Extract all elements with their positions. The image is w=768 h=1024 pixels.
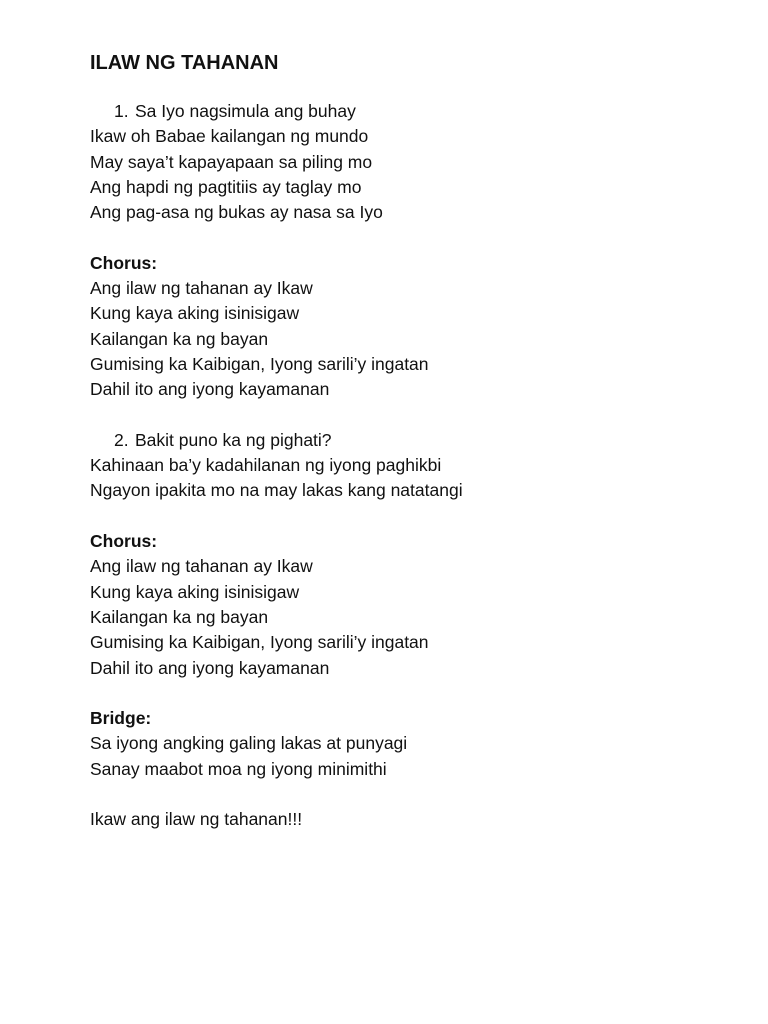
verse-1-line: Ang hapdi ng pagtitiis ay taglay mo [90,176,362,197]
verse-1-line: May saya’t kapayapaan sa piling mo [90,151,373,172]
chorus-1-line: Gumising ka Kaibigan, Iyong sarili’y ingatan [90,353,429,374]
verse-1 [90,99,730,225]
chorus-2-line: Dahil ito ang iyong kayamanan [90,657,330,678]
verse-2-line: Kahinaan ba’y kadahilanan ng iyong paghikbi [90,455,442,476]
bridge-heading: Bridge: [90,708,152,729]
verse-1-line: Ikaw oh Babae kailangan ng mundo [90,126,369,147]
bridge [90,706,730,782]
stanza-gap [90,782,730,807]
chorus-1-heading: Chorus: [90,252,158,273]
verse-2-line: Ngayon ipakita mo na may lakas kang natatangi [90,480,463,501]
lyrics-body [90,49,730,833]
chorus-1 [90,251,730,403]
chorus-2-line: Kung kaya aking isinisigaw [90,581,300,602]
stanza-gap [90,403,730,428]
chorus-1-line: Dahil ito ang iyong kayamanan [90,379,330,400]
chorus-2-line: Kailangan ka ng bayan [90,606,269,627]
stanza-gap [90,681,730,706]
verse-1-line: Ang pag-asa ng bukas ay nasa sa Iyo [90,202,383,223]
verse-1-first-line [90,99,730,124]
verse-1-number: 1. [114,101,129,121]
chorus-1-line: Ang ilaw ng tahanan ay Ikaw [90,278,313,299]
stanza-gap [90,504,730,529]
verse-2-number: 2. [114,429,129,450]
verse-2-first-line-text: Bakit puno ka ng pighati? [135,429,332,450]
bridge-line: Sanay maabot moa ng iyong minimithi [90,758,387,779]
verse-1-first-line-text: Sa Iyo nagsimula ang buhay [135,101,356,121]
song-title: ILAW NG TAHANAN [90,52,279,74]
chorus-2-line: Gumising ka Kaibigan, Iyong sarili’y ingatan [90,632,429,653]
verse-2 [90,428,730,504]
chorus-2 [90,529,730,681]
chorus-2-line: Ang ilaw ng tahanan ay Ikaw [90,556,313,577]
verse-2-first-line [90,428,730,453]
chorus-1-line: Kailangan ka ng bayan [90,328,269,349]
ending-line: Ikaw ang ilaw ng tahanan!!! [90,809,303,830]
stanza-gap [90,225,730,250]
chorus-2-heading: Chorus: [90,531,158,552]
chorus-1-line: Kung kaya aking isinisigaw [90,303,300,324]
bridge-line: Sa iyong angking galing lakas at punyagi [90,733,408,754]
